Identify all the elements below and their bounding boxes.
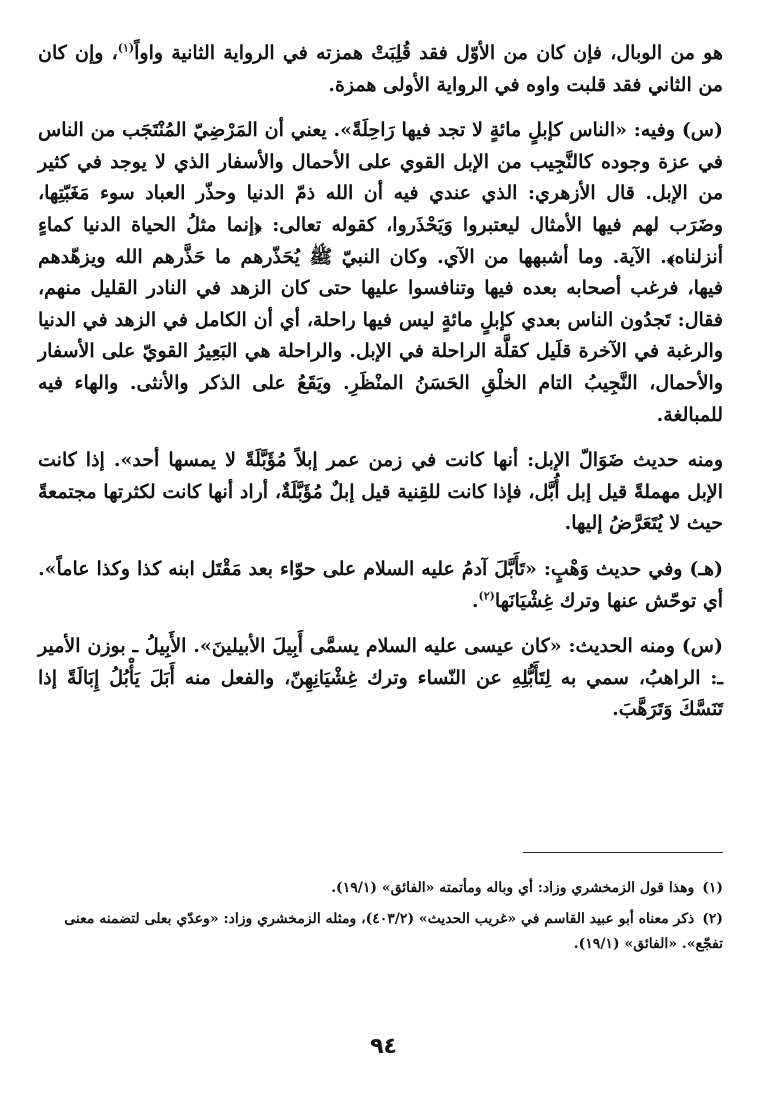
footnote-divider (523, 852, 723, 853)
paragraph-5: (س) ومنه الحديث: «كان عيسى عليه السلام يسمَّى أَبِيلَ الأبيلينَ». الأَبِيلُ ـ بوزن الأمير ـ: الراهبُ، سمي به لِتَأَبُّلِهِ عن النّساء وترك غِشْيَانِهِنّ، والفعل منه أَبَلَ يَأْبُلُ إِبَالَةً إذا تَنَسَّكَ وَتَرَهَّبَ. (38, 635, 723, 721)
footnote-2 (38, 907, 723, 957)
paragraph-1 (38, 38, 723, 101)
paragraph-4 (38, 554, 723, 617)
footnotes (38, 876, 723, 963)
footnote-1-text: وهذا قول الزمخشري وزاد: أي وباله ومأتمته «الفائق» (١٩/١). (331, 880, 695, 896)
paragraph-4-text: (هـ) وفي حديث وَهْبٍ: «تَأَبَّلَ آدمُ عليه السلام على حوّاء بعد مَقْتَل ابنه كذا وكذا عاماً». أي توحّش عنها وترك غِشْيَانَها (38, 557, 723, 612)
paragraph-2: (س) وفيه: «الناس كإبلٍ مائةٍ لا تجد فيها رَاحِلَةً». يعني أن المَرْضِيّ المُنْتَجَب من الناس في عزة وجوده كالنَّجِيب من الإبل القوي على الأحمال والأسفار الذي لا يوجد في كثير من الإبل. قال الأزهري: الذي عندي فيه أن الله ذمّ الدنيا وحذّر العباد سوء مَغَبّتِها، وضَرَب لهم فيها الأمثال ليعتبروا وَيَحْذَروا، كقوله تعالى: ﴿إنما مثلُ الحياة الدنيا كماءٍ أنزلناه﴾. الآية. وما أشبهها من الآي. وكان النبيّ ﷺ يُحَذّرهم ما حَذَّرهم الله ويزهّدهم فيها، فرغب أصحابه بعده فيها وتنافسوا عليها حتى كان الزهد في النادر القليل منهم، فقال: تَجدُون الناس بعدي كإبلٍ مائةٍ ليس فيها راحلة، أي أن الكامل في الزهد في الدنيا والرغبة في الآخرة قلَيل كقلَّة الراحلة في الإبل. والراحلة هي البَعِيرُ القويّ على الأسفار والأحمال، النَّجِيبُ التام الخلْقِ الحَسَنُ المنْظَرِ. ويَقَعُ على الذكر والأنثى. والهاء فيه للمبالغة. (38, 119, 723, 426)
footnote-ref-2: (٢) (478, 589, 495, 603)
footnote-2-text: ذكر معناه أبو عبيد القاسم في «غريب الحديث» (٤٠٣/٢)، ومثله الزمخشري وزاد: «وعدّي بعلى لتضمنه معنى تفجّع». «الفائق» (١٩/١). (64, 911, 723, 952)
footnote-1 (38, 876, 723, 901)
page-number: ٩٤ (370, 1034, 397, 1059)
paragraph-1-text: هو من الوبال، فإن كان من الأوّل فقد قُلِبَتْ همزته في الرواية الثانية واواً (134, 42, 723, 64)
footnote-2-number: (٢) (702, 911, 723, 927)
main-text (38, 38, 723, 740)
footnote-ref-1: (١) (117, 41, 135, 55)
paragraph-4-text-end: . (471, 589, 479, 612)
paragraph-1-text-end: ، وإن كان من الثاني فقد قلبت واوه في الرواية الأولى همزة. (38, 42, 723, 96)
footnote-1-number: (١) (702, 880, 723, 896)
paragraph-3: ومنه حديث ضَوَالّ الإبل: أنها كانت في زمن عمر إبلاً مُؤَبَّلَةً لا يمسها أحد». إذا كانت الإبل مهملةً قيل إبل أُبَّل، فإذا كانت للقِنية قيل إبلٌ مُؤَبَّلَةٌ، أراد أنها كانت لكثرتها مجتمعةً حيث لا يُتَعَرَّضُ إليها. (38, 449, 723, 535)
